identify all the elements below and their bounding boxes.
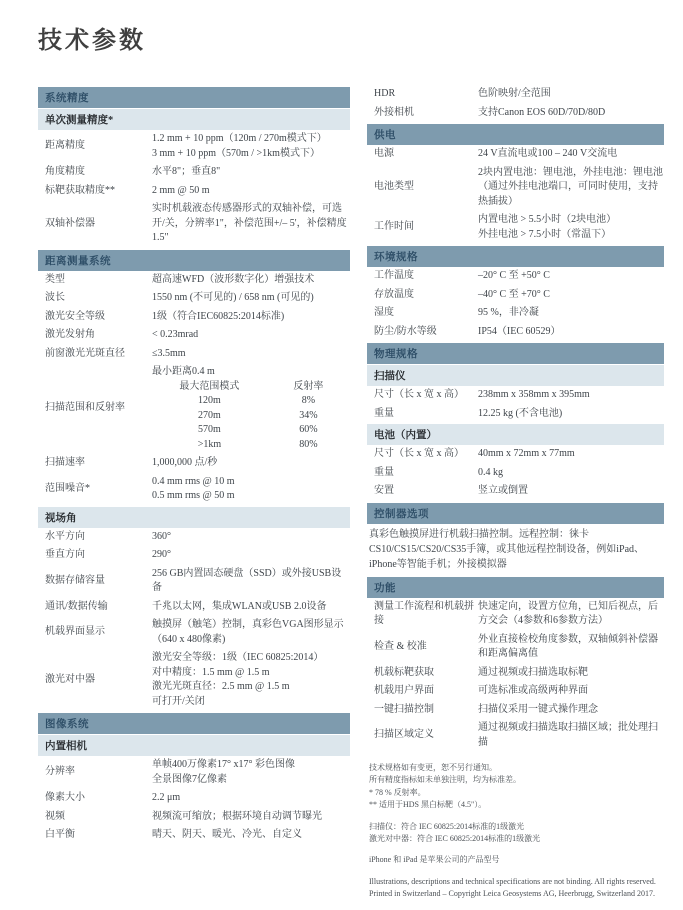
spec-value-line: 0.5 mm rms @ 50 m [152, 490, 235, 501]
spec-row-label: 扫描范围和反射率 [45, 402, 125, 414]
spec-row-label: 像素大小 [45, 792, 85, 803]
spec-row-label: 机载用户界面 [374, 685, 434, 696]
spec-value-line: 晴天、阴天、暖光、冷光、自定义 [152, 829, 302, 840]
spec-row-label: 视频 [45, 810, 65, 822]
reflectivity-col-header-mode: 最大范围模式 [179, 380, 240, 392]
reflectivity-table-row [152, 394, 350, 409]
spec-row-label: 工作时间 [374, 221, 414, 233]
spec-row-label: 重量 [374, 407, 394, 419]
spec-value-line: 290° [152, 549, 171, 560]
spec-value-line: 触摸屏（触笔）控制，真彩色VGA图形显示 [152, 619, 344, 630]
spec-value-line: IP54（IEC 60529） [478, 325, 561, 337]
spec-row-label: 分辨率 [45, 766, 75, 778]
spec-row [38, 473, 350, 506]
spec-value-line: 单帧400万像素17° x17° 彩色图像 [152, 759, 295, 770]
spec-row-label: 标靶获取精度** [45, 184, 115, 196]
spec-row-label: 存放温度 [374, 288, 414, 300]
spec-value-line: 3 mm + 10 ppm（570m / >1km模式下） [152, 147, 320, 159]
spec-row [367, 598, 664, 631]
spec-row-value [152, 600, 350, 615]
spec-value-line: 竖立或倒置 [478, 485, 528, 496]
spec-row [367, 386, 664, 405]
spec-row-value [152, 791, 350, 806]
spec-value-line: 95 %，非冷凝 [478, 307, 539, 318]
spec-row [367, 323, 664, 342]
footnote-group [369, 762, 664, 812]
spec-value-line: 最小距离0.4 m [152, 366, 215, 377]
spec-row-value [152, 567, 350, 596]
spec-row-value [478, 703, 664, 718]
spec-value-line: 1550 nm (不可见的) / 658 nm (可见的) [152, 292, 314, 303]
spec-row-label: 类型 [45, 273, 65, 285]
spec-row [38, 789, 350, 808]
spec-row-label: 工作温度 [374, 270, 414, 281]
spec-row-value [478, 106, 664, 121]
spec-row-label: 角度精度 [45, 166, 85, 177]
spec-row [367, 464, 664, 483]
spec-value-line: 24 V直流电或100 – 240 V交流电 [478, 148, 618, 159]
spec-row [38, 454, 350, 473]
spec-row [38, 598, 350, 617]
reflectivity-cell-reflect: 80% [299, 438, 318, 450]
spec-row-value [478, 213, 664, 242]
spec-row [38, 808, 350, 827]
spec-value-line: 40mm x 72mm x 77mm [478, 448, 575, 459]
spec-value-line: –20° C 至 +50° C [478, 270, 550, 281]
spec-row-value [478, 633, 664, 662]
spec-value-line: 激光光斑直径：2.5 mm @ 1.5 m [152, 681, 290, 692]
reflectivity-cell-mode: 570m [198, 424, 221, 435]
spec-row-label: 测量工作流程和机载拼接 [374, 600, 474, 626]
spec-row-value [478, 466, 664, 481]
spec-row-label: 垂直方向 [45, 549, 85, 560]
footnote-line: 技术规格如有变更，恕不另行通知。 [369, 763, 497, 772]
spec-value-line: < 0.23mrad [152, 329, 199, 340]
spec-row [367, 164, 664, 212]
spec-row-label: 机载标靶获取 [374, 666, 434, 678]
spec-row [367, 664, 664, 683]
spec-subheader: 电池（内置） [367, 424, 664, 445]
spec-row [367, 286, 664, 305]
spec-value-line: 可选标准或高级两种界面 [478, 685, 588, 696]
spec-row [367, 104, 664, 123]
spec-subheader: 扫描仪 [367, 365, 664, 386]
spec-row [38, 756, 350, 789]
spec-row [367, 482, 664, 501]
spec-row [38, 130, 350, 163]
footnote-line: 激光对中器：符合 IEC 60825:2014标准的1级激光 [369, 833, 541, 843]
spec-row-value [478, 269, 664, 284]
spec-row-label: 激光安全等级 [45, 310, 105, 322]
footnote-line: Printed in Switzerland – Copyright Leica Geosystems AG, Heerbrugg, Switzerland 2017. [369, 889, 655, 899]
footnote-line: ** 适用于HDS 黑白标靶（4.5"）。 [369, 800, 487, 810]
reflectivity-col-header-reflect: 反射率 [293, 380, 324, 392]
spec-value-line: 256 GB内置固态硬盘（SSD）或外接USB设备 [152, 567, 342, 593]
reflectivity-cell-reflect: 60% [299, 424, 318, 435]
spec-value-line: 色阶映射/全范围 [478, 88, 551, 99]
spec-row-value [152, 456, 350, 471]
spec-row-value [478, 166, 664, 210]
spec-row [367, 211, 664, 244]
spec-column-left [38, 85, 350, 845]
spec-row-label: 电源 [374, 148, 394, 159]
spec-value-line: 238mm x 358mm x 395mm [478, 389, 590, 400]
spec-row-label: 扫描速率 [45, 457, 85, 468]
spec-value-line: 外挂电池 > 7.5小时（常温下） [478, 228, 612, 240]
spec-value-line: 0.4 mm rms @ 10 m [152, 475, 235, 487]
spec-section-header: 距离测量系统 [38, 250, 350, 271]
spec-row [38, 308, 350, 327]
spec-value-line: 千兆以太网，集成WLAN或USB 2.0设备 [152, 600, 327, 612]
spec-value-line: 12.25 kg (不含电池) [478, 407, 563, 419]
spec-row [38, 345, 350, 364]
spec-row [367, 701, 664, 720]
spec-row-label: 通讯/数据传输 [45, 600, 108, 612]
spec-row [38, 649, 350, 711]
spec-row [367, 267, 664, 286]
spec-row-label: 尺寸（长 x 宽 x 高） [374, 389, 464, 400]
spec-value-line: –40° C 至 +70° C [478, 288, 550, 300]
spec-subheader: 内置相机 [38, 735, 350, 756]
spec-row-label: 白平衡 [45, 829, 75, 840]
spec-row [38, 826, 350, 845]
spec-row-value [152, 202, 350, 246]
spec-row-value [478, 147, 664, 162]
spec-section-header: 系统精度 [38, 87, 350, 108]
spec-value-line: 快速定向，设置方位角，已知后视点，后方交会（4参数和6参数方法） [478, 600, 658, 626]
footnote-group [369, 876, 664, 901]
spec-row [38, 271, 350, 290]
spec-row-value [478, 600, 664, 629]
spec-row-value [152, 475, 350, 504]
spec-row-value [152, 347, 350, 362]
spec-row [38, 565, 350, 598]
spec-row [367, 304, 664, 323]
spec-row-value [152, 365, 350, 452]
footnote-line: Illustrations, descriptions and technical specifications are not binding. All rights reserved. [369, 876, 656, 886]
spec-row-value [152, 291, 350, 306]
spec-row [38, 326, 350, 345]
spec-row-value [478, 407, 664, 422]
spec-row-label: 湿度 [374, 307, 394, 318]
spec-row-value [478, 666, 664, 681]
spec-row-value [478, 325, 664, 340]
spec-row [367, 145, 664, 164]
spec-row-value [478, 306, 664, 321]
spec-row-value [478, 684, 664, 699]
spec-section-header: 图像系统 [38, 713, 350, 734]
reflectivity-cell-mode: 120m [198, 395, 221, 406]
spec-value-line: 2 mm @ 50 m [152, 184, 210, 196]
spec-row [367, 405, 664, 424]
reflectivity-table-header-row [152, 380, 350, 395]
footnote-line: 扫描仪：符合 IEC 60825:2014标准的1级激光 [369, 821, 525, 831]
spec-row-value [152, 810, 350, 825]
spec-row-label: 安置 [374, 485, 394, 496]
spec-row-label: 电池类型 [374, 181, 414, 192]
spec-row-value [478, 388, 664, 403]
spec-row [367, 631, 664, 664]
spec-value-line: 对中精度：1.5 mm @ 1.5 m [152, 666, 270, 678]
spec-row-label: 数据存储容量 [45, 574, 105, 586]
footnote-group [369, 854, 664, 866]
spec-value-line: 实时机载液态传感器形式的双轴补偿，可选开/关，分辨率1"，补偿范围+/– 5'，补偿精度1.5" [152, 203, 347, 243]
spec-row [367, 682, 664, 701]
spec-row [367, 85, 664, 104]
spec-row-value [152, 328, 350, 343]
reflectivity-cell-mode: >1km [197, 438, 222, 450]
spec-column-right [367, 85, 664, 910]
footnotes [367, 762, 664, 901]
spec-row [38, 200, 350, 248]
spec-subheader: 视场角 [38, 507, 350, 528]
spec-row-label: 重量 [374, 466, 394, 478]
reflectivity-cell-mode: 270m [198, 409, 221, 421]
spec-row [38, 182, 350, 201]
spec-row-label: 外接相机 [374, 106, 414, 118]
spec-value-line: 全景图像7亿像素 [152, 773, 227, 785]
footnote-line: 所有精度指标如未单独注明，均为标准差。 [369, 775, 521, 785]
spec-value-line: 扫描仪采用一键式操作理念 [478, 703, 598, 715]
spec-row-label: HDR [374, 88, 396, 99]
spec-value-line: 通过视频或扫描选取标靶 [478, 666, 588, 678]
spec-row-value [152, 132, 350, 161]
spec-value-line: 1级（符合IEC60825:2014标准) [152, 310, 285, 322]
spec-section-header: 环境规格 [367, 246, 664, 267]
spec-row-value [152, 548, 350, 563]
spec-value-line: ≤3.5mm [152, 347, 186, 359]
spec-value-line: 可打开/关闭 [152, 695, 205, 707]
spec-value-line: 2.2 μm [152, 792, 181, 803]
spec-row-value [478, 721, 664, 750]
spec-row-label: 距离精度 [45, 140, 85, 152]
spec-row [367, 445, 664, 464]
spec-value-line: 1,000,000 点/秒 [152, 457, 218, 468]
spec-row-value [478, 288, 664, 303]
spec-row [38, 163, 350, 182]
spec-row-label: 机载界面显示 [45, 626, 105, 638]
spec-value-line: 水平8"；垂直8" [152, 166, 221, 177]
spec-row-value [152, 828, 350, 843]
spec-row-value [152, 165, 350, 180]
reflectivity-table-row [152, 438, 350, 453]
spec-row [38, 528, 350, 547]
spec-row [367, 719, 664, 752]
spec-value-line: 1.2 mm + 10 ppm（120m / 270m模式下） [152, 133, 327, 144]
reflectivity-cell-reflect: 8% [301, 395, 316, 406]
spec-row-value [152, 651, 350, 709]
spec-columns [38, 85, 663, 910]
spec-row-label: 防尘/防水等级 [374, 325, 437, 337]
spec-row-value [152, 530, 350, 545]
reflectivity-table [152, 380, 350, 453]
spec-value-line: 2块内置电池：锂电池，外挂电池：锂电池（通过外挂电池端口，可同时使用，支持热插拔） [478, 166, 663, 207]
spec-section-header: 功能 [367, 577, 664, 598]
spec-row [38, 616, 350, 649]
footnote-line: * 78 % 反射率。 [369, 787, 426, 797]
spec-row-value [478, 87, 664, 102]
spec-section-header: 控制器选项 [367, 503, 664, 524]
spec-row-label: 水平方向 [45, 530, 85, 542]
spec-section-header: 物理规格 [367, 343, 664, 364]
spec-row-label: 双轴补偿器 [45, 217, 95, 229]
spec-section-header: 供电 [367, 124, 664, 145]
spec-value-line: 0.4 kg [478, 466, 503, 478]
spec-row-value [478, 484, 664, 499]
page-title: 技术参数 [38, 27, 146, 54]
spec-row [38, 546, 350, 565]
spec-value-line: 内置电池 > 5.5小时（2块电池） [478, 214, 617, 225]
spec-row-label: 检查 & 校准 [374, 640, 427, 652]
spec-value-line: 超高速WFD（波形数字化）增强技术 [152, 273, 315, 285]
reflectivity-table-row [152, 409, 350, 424]
spec-row-label: 一键扫描控制 [374, 703, 434, 715]
spec-value-line: 通过视频或扫描选取扫描区域；批处理扫描 [478, 722, 658, 748]
spec-row-label: 尺寸（长 x 宽 x 高） [374, 448, 464, 459]
spec-row-label: 扫描区域定义 [374, 729, 434, 741]
spec-paragraph: 真彩色触摸屏进行机载扫描控制。远程控制：徕卡CS10/CS15/CS20/CS35手簿，或其他远程控制设备，例如iPad、iPhone等智能手机；外接模拟器 [369, 528, 645, 570]
spec-row-label: 波长 [45, 292, 65, 303]
spec-row-label: 范围噪音* [45, 482, 90, 494]
spec-row-value [478, 447, 664, 462]
spec-row-value [152, 184, 350, 199]
spec-value-line: 视频流可缩放；根据环境自动调节曝光 [152, 810, 322, 822]
spec-value-line: 外业直接检校角度参数，双轴倾斜补偿器和距离偏离值 [478, 633, 658, 659]
spec-value-line: 支持Canon EOS 60D/70D/80D [478, 106, 606, 118]
spec-value-line: 激光安全等级：1级（IEC 60825:2014） [152, 652, 324, 663]
spec-row-value [152, 618, 350, 647]
spec-row-label: 激光发射角 [45, 329, 95, 340]
footnote-line: iPhone 和 iPad 是苹果公司的产品型号 [369, 855, 500, 865]
spec-value-line: （640 x 480像素) [152, 633, 226, 645]
spec-column-right-items [367, 85, 664, 752]
reflectivity-cell-reflect: 34% [299, 409, 318, 421]
spec-value-line: 360° [152, 530, 171, 542]
spec-row [38, 289, 350, 308]
spec-row-value [152, 310, 350, 325]
spec-row-value [152, 758, 350, 787]
spec-row-value [152, 273, 350, 288]
reflectivity-table-row [152, 423, 350, 438]
spec-row [38, 363, 350, 454]
spec-row-label: 前窗激光光斑直径 [45, 347, 125, 359]
spec-subheader: 单次测量精度* [38, 109, 350, 130]
spec-row-label: 激光对中器 [45, 673, 95, 685]
